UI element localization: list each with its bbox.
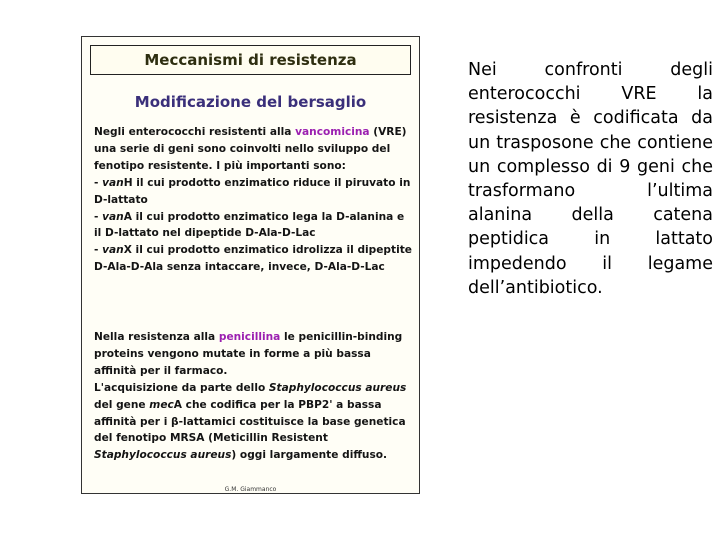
para2-text-6: ) oggi largamente diffuso. <box>231 449 388 462</box>
mec-gene: mec <box>149 398 174 411</box>
bullet-vana-prefix: - <box>94 210 103 223</box>
species-name-1: Staphylococcus aureus <box>268 381 407 394</box>
bullet-vanx-prefix: - <box>94 244 103 257</box>
slide-panel <box>81 36 420 494</box>
bullet-vana-text: A il cui prodotto enzimatico lega la D-alanina e il D-lattato nel dipeptide D-Ala-D-Lac <box>94 210 405 240</box>
penicillina-highlight: penicillina <box>218 331 281 343</box>
penicillin-paragraph <box>94 329 412 464</box>
para2-text-5: A che codifica per la PBP2' a bassa affinità per i β-lattamici costituisce la base genetica del fenotipo MRSA (Meticillin Resistent <box>94 398 406 445</box>
para2-text-2: le penicillin-binding proteins vengono mutate in forme a più bassa affinità per il farmaco. <box>94 331 403 377</box>
para2-text-1: Nella resistenza alla <box>94 331 219 343</box>
slide-title <box>90 45 411 75</box>
bullet-vanh-text: H il cui prodotto enzimatico riduce il piruvato in D-lattato <box>94 176 411 206</box>
para1-text-1: Negli enterococchi resistenti alla <box>94 126 296 138</box>
side-explanation-text: Nei confronti degli enterococchi VRE la resistenza è codificata da un trasposone che contiene un complesso di 9 geni che trasformano l’ultima alanina della catena peptidica in lattato impedendo il legame dell’antibiotico. <box>468 60 713 298</box>
vancomycin-paragraph <box>94 124 412 276</box>
bullet-vanx-gene: van <box>102 244 124 257</box>
species-name-2: Staphylococcus aureus <box>94 449 232 462</box>
para2-text-4: del gene <box>94 398 150 411</box>
bullet-vanx-text: X il cui prodotto enzimatico idrolizza il dipeptite D-Ala-D-Ala senza intaccare, invece, D-Ala-D-Lac <box>94 244 412 274</box>
slide-title-text: Meccanismi di resistenza <box>144 51 357 69</box>
author-credit: G.M. Giammanco <box>224 486 277 493</box>
vancomicina-highlight: vancomicina <box>295 126 370 138</box>
para2-text-3: L'acquisizione da parte dello <box>94 381 269 394</box>
bullet-vanh-prefix: - <box>94 176 103 189</box>
slide-subtitle: Modificazione del bersaglio <box>134 93 367 111</box>
bullet-vana-gene: van <box>102 210 124 223</box>
bullet-vanh-gene: van <box>102 176 124 189</box>
para1-text-2: (VRE) una serie di geni sono coinvolti nello sviluppo del fenotipo resistente. I più importanti sono: <box>94 126 407 172</box>
